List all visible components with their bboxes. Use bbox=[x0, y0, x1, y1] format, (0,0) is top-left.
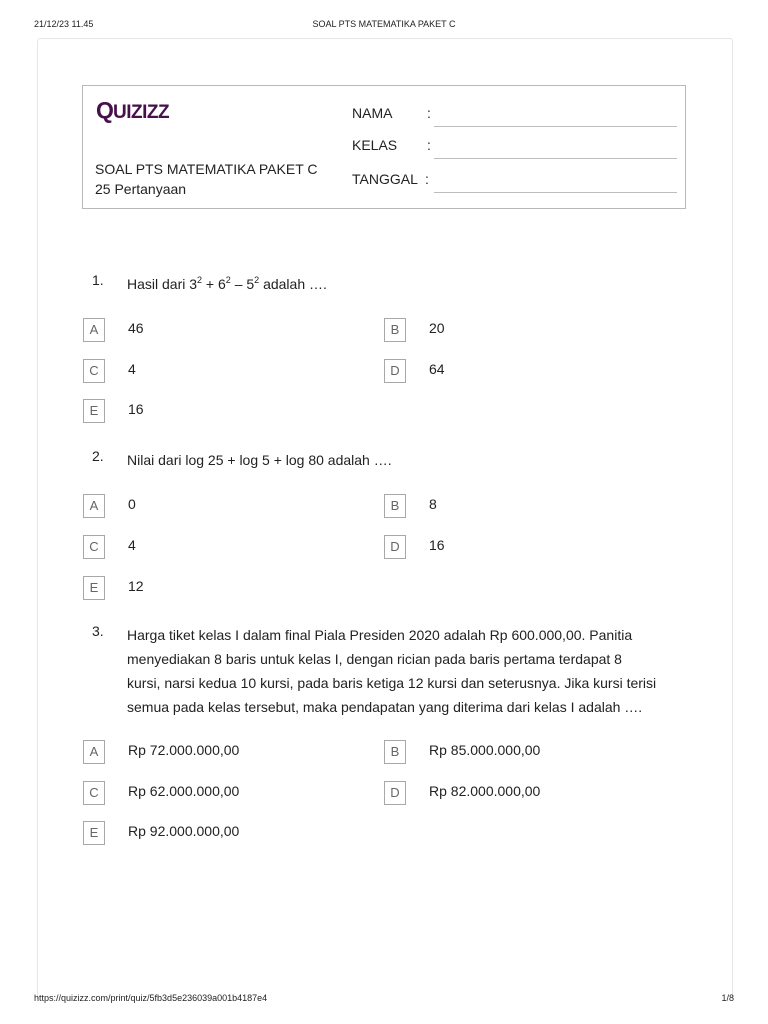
question-text: Hasil dari $3^2 + 6^2 - 5^2$ adalah …. bbox=[127, 275, 327, 292]
question-text: Nilai dari log 25 + log 5 + log 80 adalah …. bbox=[127, 452, 392, 468]
question-text-line: menyediakan 8 baris untuk kelas I, dengan rician pada baris pertama terdapat 8 bbox=[127, 651, 622, 667]
option-letter: B bbox=[384, 318, 406, 342]
option-letter: C bbox=[83, 781, 105, 805]
option-letter: B bbox=[384, 740, 406, 764]
quiz-title: SOAL PTS MATEMATIKA PAKET C bbox=[95, 161, 318, 177]
option-value: 64 bbox=[429, 361, 445, 377]
option-value: 4 bbox=[128, 361, 136, 377]
print-header bbox=[0, 19, 768, 33]
option-letter: D bbox=[384, 359, 406, 383]
quizizz-logo bbox=[96, 95, 182, 125]
option-value: 16 bbox=[429, 537, 445, 553]
option-value: Rp 62.000.000,00 bbox=[128, 783, 240, 799]
option-value: 12 bbox=[128, 578, 144, 594]
option-letter: A bbox=[83, 494, 105, 518]
question-number: 2. bbox=[92, 448, 104, 464]
tanggal-field bbox=[352, 171, 677, 195]
option-letter: A bbox=[83, 740, 105, 764]
question-number: 1. bbox=[92, 272, 104, 288]
kelas-line bbox=[434, 158, 677, 159]
print-date: 21/12/23 11.45 bbox=[34, 19, 94, 29]
question-text-line: kursi, narsi kedua 10 kursi, pada baris ketiga 12 kursi dan seterusnya. Jika kursi terisi bbox=[127, 675, 657, 691]
question-text bbox=[127, 623, 692, 719]
nama-line bbox=[434, 126, 677, 127]
option-value: Rp 72.000.000,00 bbox=[128, 742, 240, 758]
svg-text:UIZIZZ: UIZIZZ bbox=[113, 102, 170, 123]
print-url: https://quizizz.com/print/quiz/5fb3d5e236039a001b4187e4 bbox=[34, 993, 268, 1003]
option-letter: C bbox=[83, 359, 105, 383]
option-value: 0 bbox=[128, 496, 136, 512]
nama-colon: : bbox=[427, 105, 431, 121]
kelas-colon: : bbox=[427, 137, 431, 153]
option-letter: E bbox=[83, 399, 105, 423]
question-text-line: Harga tiket kelas I dalam final Piala Presiden 2020 adalah Rp 600.000,00. Panitia bbox=[127, 627, 633, 643]
option-letter: B bbox=[384, 494, 406, 518]
quizizz-logo-icon bbox=[96, 97, 182, 123]
option-letter: E bbox=[83, 576, 105, 600]
option-value: 16 bbox=[128, 401, 144, 417]
option-value: Rp 92.000.000,00 bbox=[128, 823, 240, 839]
print-footer bbox=[0, 993, 768, 1007]
question-count: 25 Pertanyaan bbox=[95, 181, 187, 197]
option-value: Rp 82.000.000,00 bbox=[429, 783, 541, 799]
option-letter: C bbox=[83, 535, 105, 559]
svg-text:Q: Q bbox=[96, 97, 113, 123]
tanggal-colon: : bbox=[425, 171, 429, 187]
tanggal-label: TANGGAL bbox=[352, 171, 418, 187]
kelas-field bbox=[352, 137, 677, 161]
option-value: 20 bbox=[429, 320, 445, 336]
nama-label: NAMA bbox=[352, 105, 393, 121]
question-number: 3. bbox=[92, 623, 104, 639]
option-letter: D bbox=[384, 535, 406, 559]
option-value: Rp 85.000.000,00 bbox=[429, 742, 541, 758]
nama-field bbox=[352, 105, 677, 129]
option-letter: A bbox=[83, 318, 105, 342]
option-value: 4 bbox=[128, 537, 136, 553]
print-title: SOAL PTS MATEMATIKA PAKET C bbox=[312, 19, 456, 29]
page-number: 1/8 bbox=[721, 993, 734, 1003]
option-value: 46 bbox=[128, 320, 144, 336]
tanggal-line bbox=[434, 192, 677, 193]
option-value: 8 bbox=[429, 496, 437, 512]
option-letter: D bbox=[384, 781, 406, 805]
option-letter: E bbox=[83, 821, 105, 845]
quiz-header-box bbox=[82, 85, 686, 209]
question-text-line: semua pada kelas tersebut, maka pendapatan yang diterima dari kelas I adalah …. bbox=[127, 699, 643, 715]
kelas-label: KELAS bbox=[352, 137, 398, 153]
